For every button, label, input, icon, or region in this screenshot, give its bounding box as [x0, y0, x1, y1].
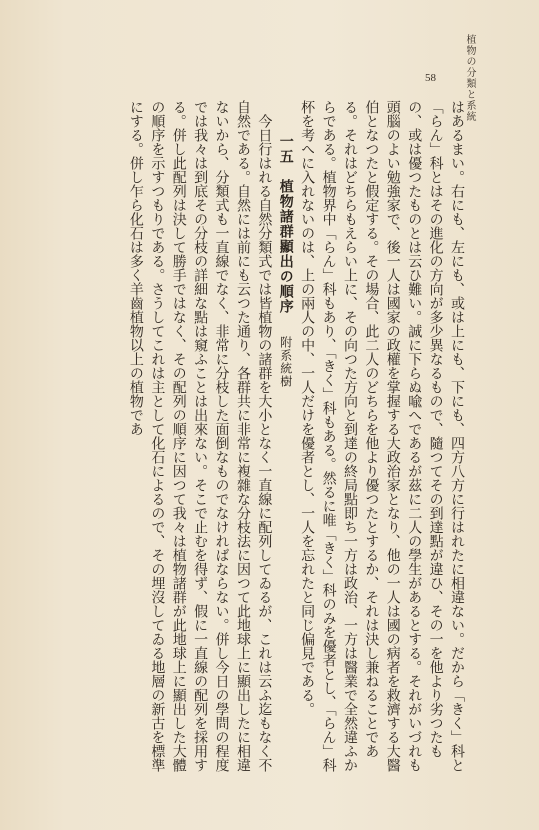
section-title: 植物諸群顯出の順序 — [277, 178, 294, 314]
paragraph: 今日行はれる自然分類式では皆植物の諸群を大小となく一直線に配列してゐるが、これは云ふ迄もなく不自然である。自然には前にも云つた通り、各群共に非常に複雜な分枝法に因つて此地球上に顯出したに相違ないから、分類式も一直線でなく、非常に分枝した面倒なものでなければならない。併し今日の學問の程度では我々は到底その分枝の詳細な點は窺ふことは出來ない。そこで止むを得ず、假に一直線の配列を採用する。併し此配列は決して勝手ではなく、その配列の順序に因つて我々は植物諸群が此地球上に顯出した大體の順序を示すつもりである。さうしてこれは主として化石によるので、その埋沒してゐる地層の新古を標準にする。併し乍ら化石は多く羊齒植物以上の植物であ — [127, 100, 273, 772]
section-subtitle: 附系統樹 — [278, 335, 293, 388]
page-number: 58 — [425, 72, 436, 84]
running-header: 植物の分類と系統 — [464, 34, 475, 122]
section-heading — [274, 100, 295, 780]
vertical-text-body — [47, 100, 467, 780]
section-number: 一五 — [277, 133, 294, 164]
paragraph-continued: はあるまい。右にも、左にも、或は上にも、下にも、四方八方に行はれたに相違ない。だから「きく」科と「らん」科とはその進化の方向が多少異なるもので、隨つてその到達點が違ひ、その一を他より劣つたもの、或は優つたものとは云ひ難い。誠に下らぬ喩へであるが茲に二人の學生があるとする。それがいづれも頭腦のよい勉強家で、後一人は國家の政權を掌握する大政治家となり、他の一人は國の病者を救濟する大醫伯となつたと假定する。その場合、此二人のどちらを他より優つたとするか、それは決し兼ねることである。それはどちらもえらい上に、その向つた方向と到達の終局點即ち一方は政治、一方は醫業で全然違ふからである。植物界中「らん」科もあり、「きく」科もある。然るに唯「きく」科のみを優者とし、「らん」科杯を考へに入れないのは、上の兩人の中、一人だけを優者とし、一人を忘れたと同じ偏見である。 — [299, 100, 465, 772]
